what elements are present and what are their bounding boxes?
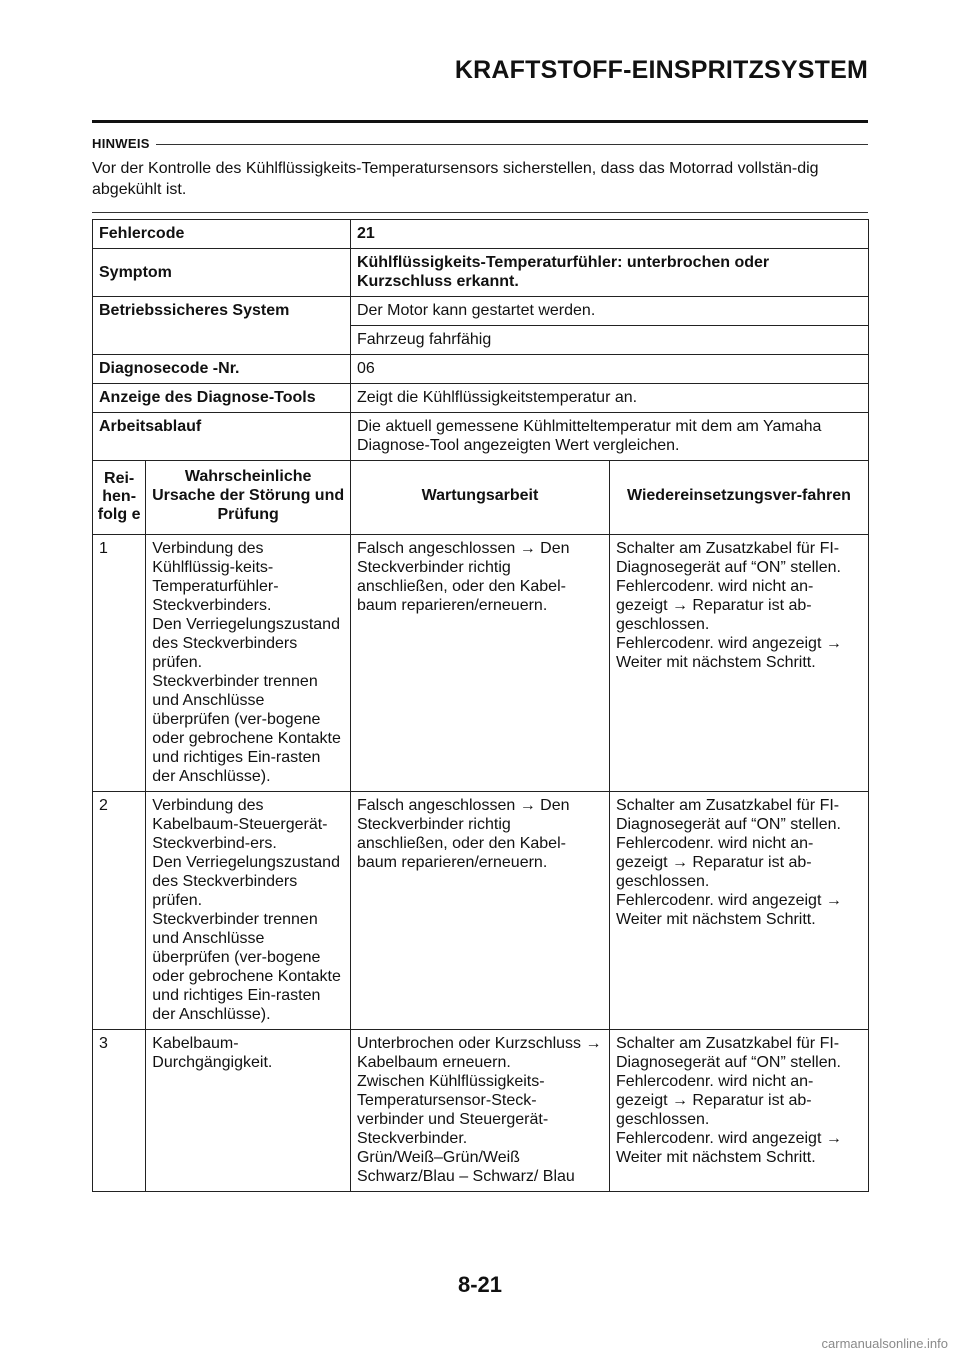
row-procedure — [93, 413, 869, 461]
cause-line: Steckverbinder trennen und Anschlüsse überprüfen (ver-bogene oder gebrochene Kontakte und richtiges Ein-rasten der Anschlüsse). — [152, 673, 341, 785]
page-title: KRAFTSTOFF-EINSPRITZSYSTEM — [454, 56, 868, 84]
step-restore — [609, 1030, 868, 1192]
site-watermark: carmanualsonline.info — [821, 1336, 948, 1351]
step-action — [350, 792, 609, 1030]
row-fehlercode — [93, 220, 869, 249]
fehlercode-value: 21 — [350, 220, 868, 249]
cause-line: Den Verriegelungszustand des Steckverbinders prüfen. — [152, 616, 340, 671]
restore-line: Schalter am Zusatzkabel für FI-Diagnosegerät auf “ON” stellen. — [615, 1035, 841, 1071]
step-action — [350, 535, 609, 792]
header-restore: Wiedereinsetzungsver-fahren — [609, 461, 868, 535]
row-tool-display — [93, 384, 869, 413]
restore-line: Fehlercodenr. wird nicht an-gezeigt → Reparatur ist ab-geschlossen. — [615, 578, 814, 633]
procedure-value: Die aktuell gemessene Kühlmitteltemperatur mit dem am Yamaha Diagnose-Tool angezeigten Wert vergleichen. — [350, 413, 868, 461]
restore-line: Fehlercodenr. wird nicht an-gezeigt → Reparatur ist ab-geschlossen. — [615, 1073, 814, 1128]
row-diagnosecode — [93, 355, 869, 384]
step-restore — [609, 535, 868, 792]
tool-display-value: Zeigt die Kühlflüssigkeitstemperatur an. — [350, 384, 868, 413]
step-row — [93, 535, 869, 792]
cause-line: Den Verriegelungszustand des Steckverbinders prüfen. — [152, 854, 340, 909]
fehlercode-label: Fehlercode — [93, 220, 351, 249]
action-line: Falsch angeschlossen → Den Steckverbinder richtig anschließen, oder den Kabel-baum reparieren/erneuern. — [356, 797, 570, 871]
cause-line: Kabelbaum-Durchgängigkeit. — [152, 1035, 273, 1071]
restore-line: Fehlercodenr. wird angezeigt → Weiter mit nächstem Schritt. — [615, 892, 842, 928]
diagnosecode-label: Diagnosecode -Nr. — [93, 355, 351, 384]
note-end-rule — [92, 212, 868, 213]
step-number: 2 — [93, 792, 146, 1030]
step-number: 1 — [93, 535, 146, 792]
restore-line: Fehlercodenr. wird nicht an-gezeigt → Reparatur ist ab-geschlossen. — [615, 835, 814, 890]
note-heading — [92, 136, 868, 151]
step-row — [93, 792, 869, 1030]
header-cause: Wahrscheinliche Ursache der Störung und Prüfung — [146, 461, 351, 535]
restore-line: Fehlercodenr. wird angezeigt → Weiter mit nächstem Schritt. — [615, 1130, 842, 1166]
symptom-value: Kühlflüssigkeits-Temperaturfühler: unterbrochen oder Kurzschluss erkannt. — [350, 249, 868, 297]
action-line: Falsch angeschlossen → Den Steckverbinder richtig anschließen, oder den Kabel-baum reparieren/erneuern. — [356, 540, 570, 614]
step-row — [93, 1030, 869, 1192]
cause-line: Verbindung des Kühlflüssig-keits-Temperaturfühler-Steckverbinders. — [152, 540, 279, 614]
diagnosis-table — [92, 219, 869, 1192]
step-cause — [146, 1030, 351, 1192]
restore-line: Schalter am Zusatzkabel für FI-Diagnosegerät auf “ON” stellen. — [615, 540, 841, 576]
action-line: Grün/Weiß–Grün/Weiß — [356, 1149, 520, 1166]
cause-line: Verbindung des Kabelbaum-Steuergerät-Steckverbind-ers. — [152, 797, 328, 852]
step-action — [350, 1030, 609, 1192]
action-line: Unterbrochen oder Kurzschluss → Kabelbaum erneuern. — [356, 1035, 602, 1071]
header-action: Wartungsarbeit — [350, 461, 609, 535]
step-cause — [146, 792, 351, 1030]
steps-header-row — [93, 461, 869, 535]
row-symptom — [93, 249, 869, 297]
diagnosecode-value: 06 — [350, 355, 868, 384]
note-text: Vor der Kontrolle des Kühlflüssigkeits-Temperatursensors sicherstellen, dass das Motorrad vollstän-dig abgekühlt ist. — [92, 160, 819, 198]
row-failsafe-1 — [93, 297, 869, 326]
failsafe-label: Betriebssicheres System — [93, 297, 351, 355]
failsafe-value-vehicle: Fahrzeug fahrfähig — [350, 326, 868, 355]
restore-line: Schalter am Zusatzkabel für FI-Diagnosegerät auf “ON” stellen. — [615, 797, 841, 833]
note-box — [92, 136, 868, 213]
step-restore — [609, 792, 868, 1030]
step-number: 3 — [93, 1030, 146, 1192]
tool-display-label: Anzeige des Diagnose-Tools — [93, 384, 351, 413]
restore-line: Fehlercodenr. wird angezeigt → Weiter mit nächstem Schritt. — [615, 635, 842, 671]
action-line: Zwischen Kühlflüssigkeits-Temperatursensor-Steck-verbinder und Steuergerät-Steckverbinder. — [356, 1073, 549, 1147]
step-cause — [146, 535, 351, 792]
page-number: 8-21 — [457, 1272, 503, 1297]
header-order: Rei-hen-folg e — [93, 461, 146, 535]
note-label: HINWEIS — [92, 136, 150, 151]
procedure-label: Arbeitsablauf — [93, 413, 351, 461]
cause-line: Steckverbinder trennen und Anschlüsse überprüfen (ver-bogene oder gebrochene Kontakte und richtiges Ein-rasten der Anschlüsse). — [152, 911, 341, 1023]
symptom-label: Symptom — [93, 249, 351, 297]
header-divider — [92, 120, 868, 123]
note-heading-rule — [156, 144, 868, 145]
action-line: Schwarz/Blau – Schwarz/ Blau — [356, 1168, 575, 1185]
failsafe-value-engine: Der Motor kann gestartet werden. — [350, 297, 868, 326]
